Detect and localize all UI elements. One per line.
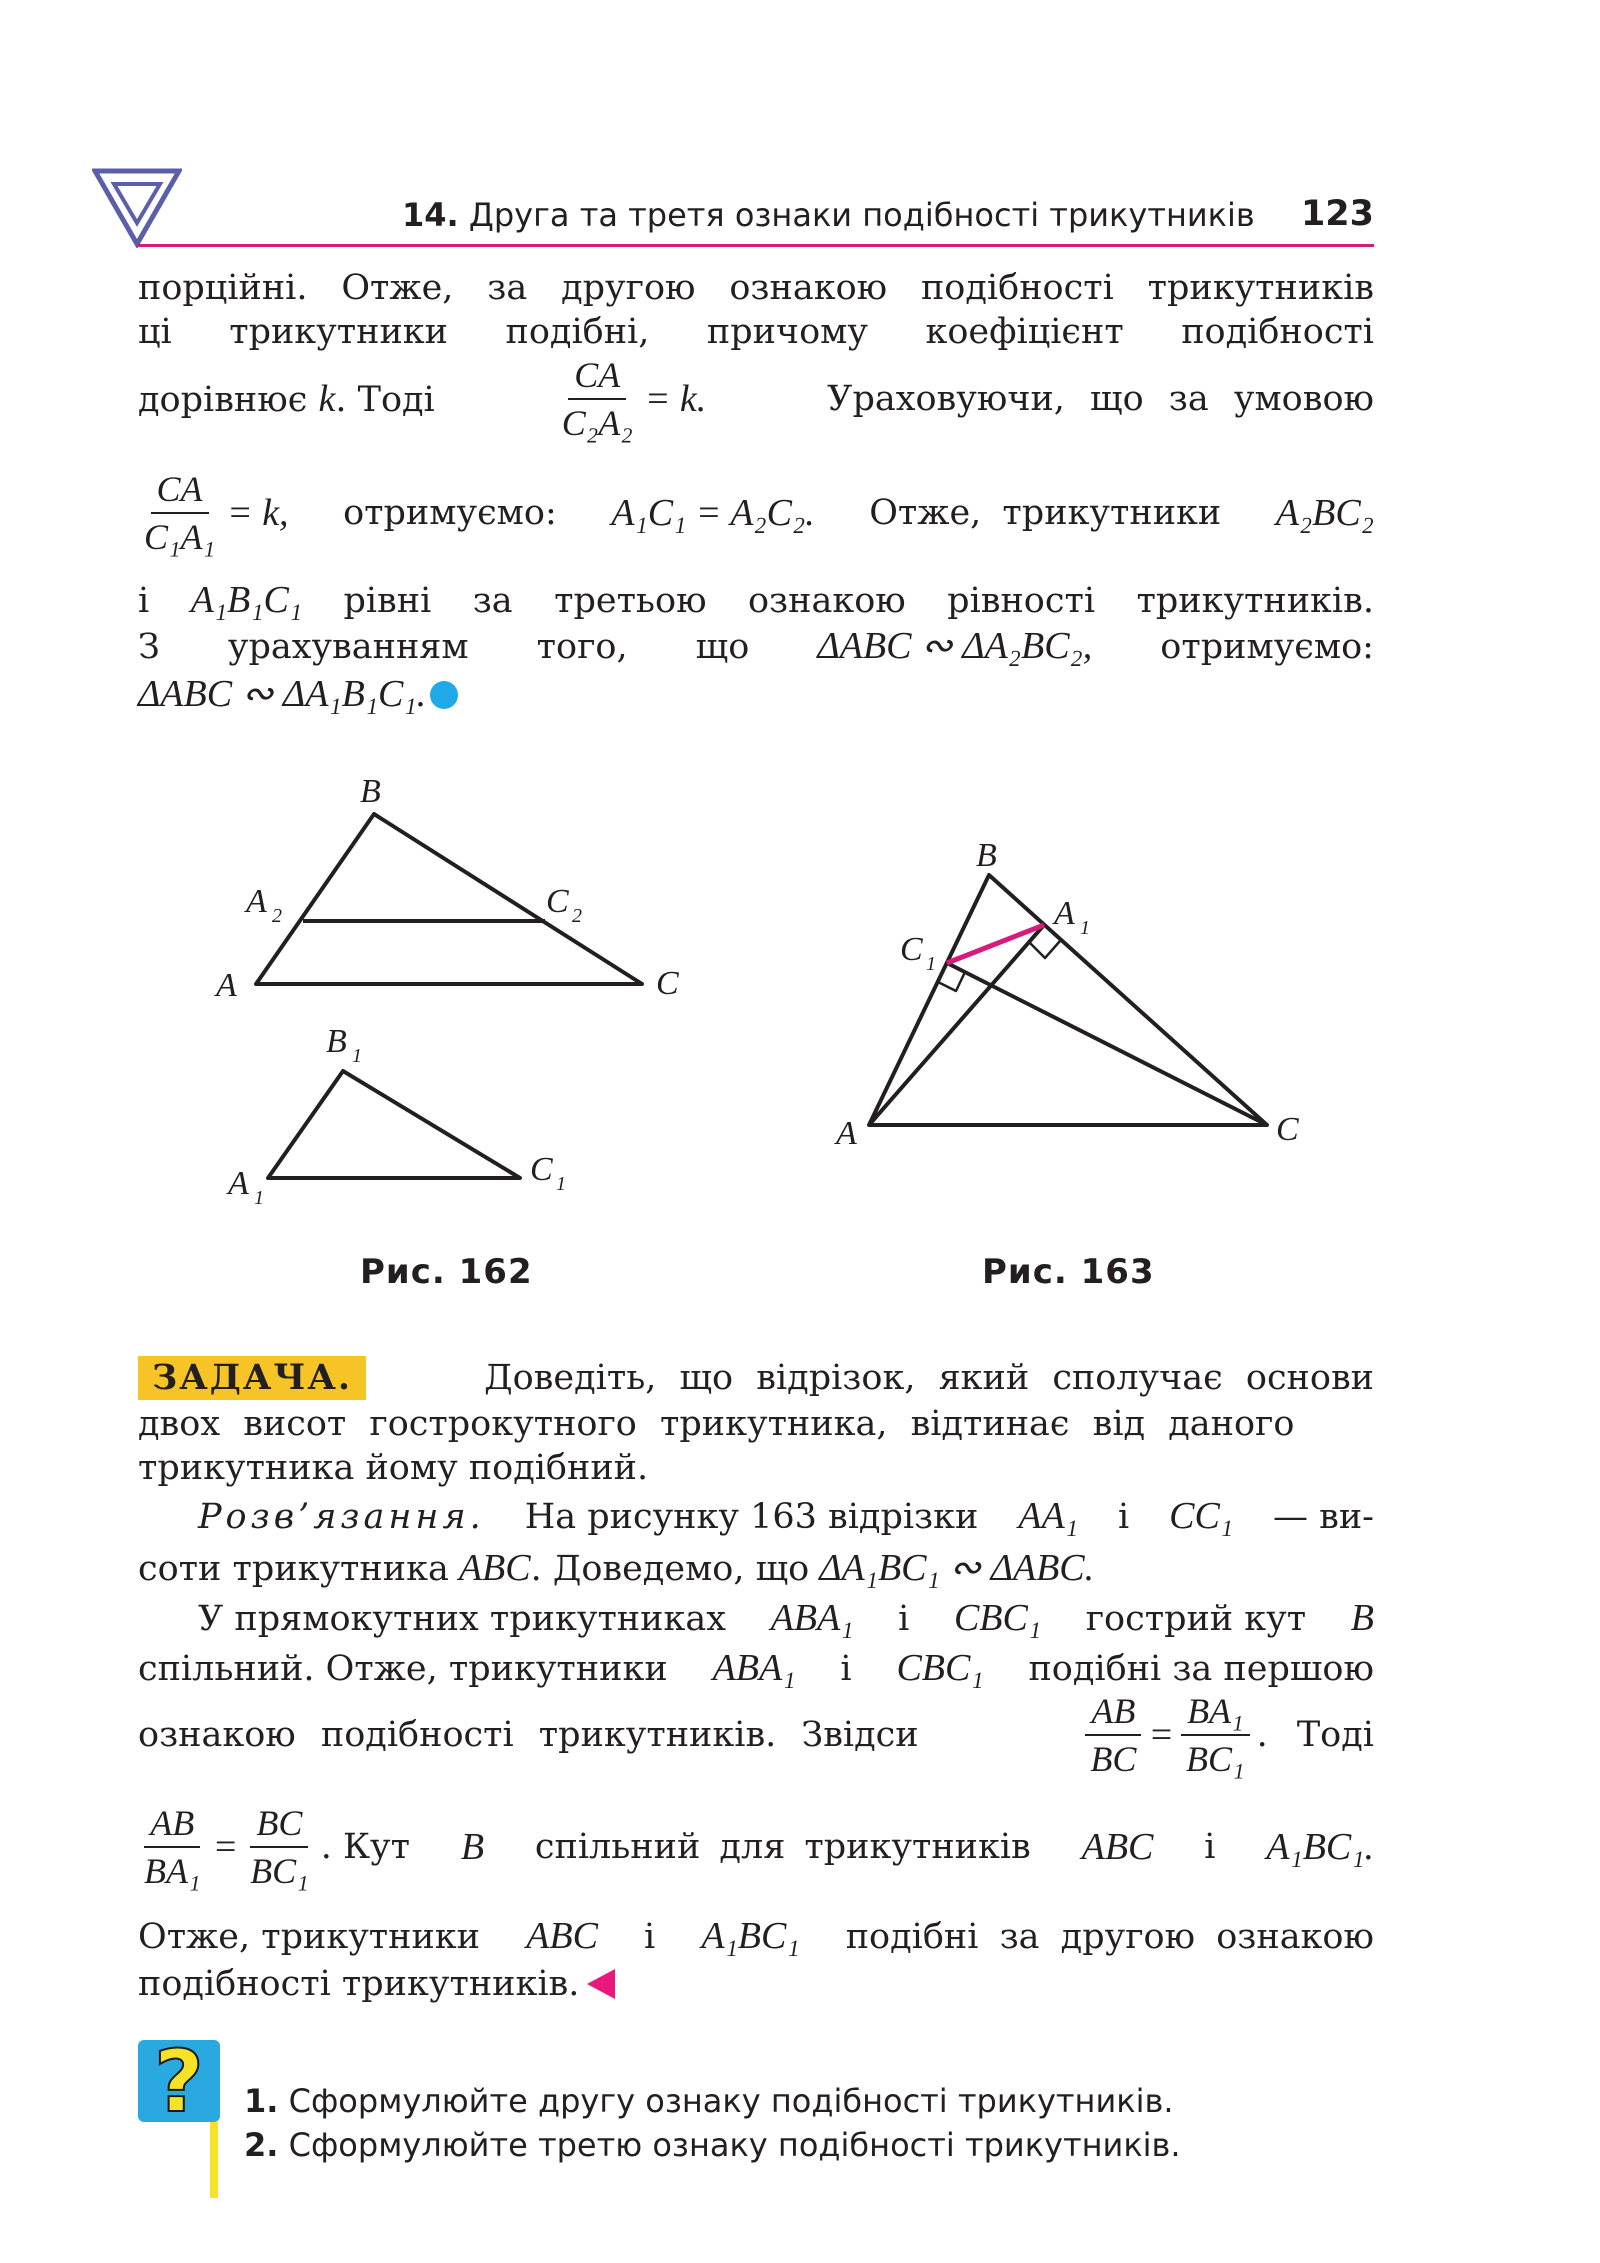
- right-angle-mark-a1: [1029, 941, 1060, 958]
- denominator: BC₁: [1186, 1739, 1245, 1779]
- word: причому: [706, 312, 868, 352]
- math-k: k: [318, 378, 336, 420]
- text: і: [840, 1649, 852, 1689]
- word: З: [138, 627, 160, 667]
- fraction: [138, 1800, 207, 1894]
- task-label: ЗАДАЧА.: [138, 1356, 366, 1400]
- text: трикутника йому подібний.: [138, 1448, 649, 1488]
- solution-line-6: [138, 1800, 1374, 1894]
- word: Отже,: [341, 268, 454, 308]
- solution-end-triangle-icon: [587, 1969, 615, 1999]
- fraction: [244, 1800, 315, 1894]
- label-a1: A: [1054, 895, 1075, 932]
- label-c1: C: [530, 1151, 553, 1188]
- denominator: BA₁: [144, 1851, 201, 1891]
- math-triangle: A₁B₁C₁: [190, 579, 303, 621]
- figure-163-caption: Рис. 163: [982, 1252, 1155, 1292]
- word: за: [487, 268, 528, 308]
- page-number: 123: [1300, 194, 1374, 234]
- equals-k: = k,: [227, 492, 289, 534]
- numerator: CA: [568, 352, 626, 400]
- text: подібні за другою ознакою: [845, 1917, 1374, 1957]
- task-line-3: [138, 1446, 1374, 1490]
- denominator: BC: [1090, 1739, 1137, 1779]
- word: урахуванням: [227, 627, 469, 667]
- word: ознакою: [729, 268, 888, 308]
- text: і: [1204, 1827, 1216, 1867]
- math-triangle: ABC: [458, 1547, 531, 1589]
- label-c1: C: [900, 931, 923, 968]
- equals: =: [212, 1826, 239, 1868]
- text: ознакою подібності трикутників. Звідси: [138, 1715, 919, 1755]
- altitude-cc1: [947, 963, 1267, 1125]
- question-glyph: ?: [154, 2032, 204, 2132]
- numerator: AB: [144, 1800, 200, 1848]
- equals-k: = k.: [644, 378, 707, 420]
- solution-label: Розв’язання.: [198, 1497, 485, 1537]
- label-c1-sub: 1: [926, 953, 936, 975]
- math-triangle: A₁BC₁: [701, 1915, 800, 1957]
- word: трикутників: [1147, 268, 1374, 308]
- question-number: 1.: [244, 2082, 279, 2120]
- word: трикутники: [229, 312, 448, 352]
- text: . Кут: [320, 1827, 410, 1867]
- text: . Тоді: [335, 380, 435, 420]
- text: — ви-: [1272, 1497, 1374, 1537]
- label-a1-sub: 1: [1080, 917, 1090, 939]
- label-a2: A: [246, 883, 267, 920]
- text: Отже, трикутники: [869, 493, 1222, 533]
- numerator: CA: [151, 466, 209, 514]
- word: другою: [561, 268, 696, 308]
- numerator: BC: [250, 1800, 308, 1848]
- text: Доведіть, що відрізок, який сполучає основи: [484, 1358, 1374, 1398]
- solution-line-2: [138, 1546, 1374, 1591]
- text: подібні за першою: [1028, 1649, 1374, 1689]
- word: ці: [138, 312, 172, 352]
- word: подібні,: [505, 312, 650, 352]
- text: гострий кут: [1085, 1599, 1307, 1639]
- word: подібності: [1181, 312, 1374, 352]
- label-b: B: [976, 837, 997, 874]
- solution-line-7: [138, 1914, 1374, 1959]
- solution-line-4: [138, 1646, 1374, 1691]
- word: третьою: [554, 581, 707, 621]
- math-triangle: A₁BC₁.: [1266, 1826, 1374, 1868]
- figure-162-caption: Рис. 162: [360, 1252, 533, 1292]
- label-b1: B: [326, 1023, 347, 1060]
- text: . Тоді: [1256, 1715, 1374, 1755]
- label-b: B: [360, 773, 381, 810]
- word: трикутників.: [1136, 581, 1374, 621]
- text: Отже, трикутники: [138, 1917, 481, 1957]
- numerator: AB: [1085, 1688, 1141, 1736]
- label-c2-sub: 2: [572, 905, 582, 927]
- text: і: [1117, 1497, 1130, 1537]
- text: і: [898, 1599, 910, 1639]
- text: . Доведемо, що: [530, 1549, 810, 1589]
- numerator: BA₁: [1181, 1688, 1250, 1736]
- word: що: [695, 627, 750, 667]
- section-number: 14.: [402, 196, 459, 234]
- math-angle: B: [460, 1826, 485, 1868]
- question-bar: [210, 2122, 218, 2198]
- text: спільний. Отже, трикутники: [138, 1649, 668, 1689]
- math-triangle: ABA₁: [712, 1647, 796, 1689]
- text: У прямокутних трикутниках: [198, 1599, 726, 1639]
- denominator: BC₁: [250, 1851, 309, 1891]
- word: коефіцієнт: [925, 312, 1124, 352]
- math-triangle: CBC₁: [953, 1597, 1042, 1639]
- word: отримуємо:: [1160, 627, 1374, 667]
- word: і: [138, 581, 150, 621]
- math-triangle: CBC₁: [896, 1647, 984, 1689]
- task-line-1: [138, 1356, 1374, 1400]
- question-text: Сформулюйте третю ознаку подібності трикутників.: [288, 2126, 1181, 2164]
- text: двох висот гострокутного трикутника, відтинає від даного: [138, 1404, 1295, 1444]
- equals: =: [1148, 1714, 1175, 1756]
- question-text: Сформулюйте другу ознаку подібності трикутників.: [288, 2082, 1174, 2120]
- task-line-2: [138, 1402, 1374, 1446]
- word: рівності: [947, 581, 1096, 621]
- label-a1-sub: 1: [254, 1187, 264, 1209]
- math-segment: AA₁: [1018, 1495, 1078, 1537]
- text: і: [644, 1917, 656, 1957]
- solution-line-5: [138, 1688, 1374, 1782]
- label-a1: A: [228, 1165, 249, 1202]
- question-item-2: [244, 2126, 1181, 2164]
- word: того,: [536, 627, 628, 667]
- solution-line-3: [198, 1596, 1374, 1641]
- text: спільний для трикутників: [534, 1827, 1031, 1867]
- text: Ураховуючи, що за умовою: [827, 379, 1374, 419]
- label-c: C: [656, 965, 679, 1002]
- word: рівні: [343, 581, 432, 621]
- solution-line-1: [198, 1494, 1374, 1539]
- math-similarity: ΔA₁BC₁ ∾ ΔABC.: [819, 1547, 1095, 1589]
- math-triangle: ABC: [1081, 1826, 1154, 1868]
- fraction: [1084, 1688, 1142, 1782]
- question-number: 2.: [244, 2126, 279, 2164]
- label-a: A: [836, 1115, 857, 1152]
- word: подібності: [920, 268, 1114, 308]
- altitude-aa1: [869, 925, 1044, 1125]
- math-similarity: ΔABC ∾ ΔA₁B₁C₁.: [138, 673, 427, 715]
- section-title: Друга та третя ознаки подібності трикутників: [468, 196, 1255, 234]
- solution-line-8: [138, 1962, 1374, 2006]
- math-similarity: ΔABC ∾ ΔA₂BC₂,: [817, 625, 1093, 667]
- ratio-equation: [138, 1800, 410, 1894]
- question-mark-icon: [138, 2032, 220, 2132]
- math-triangle: ABA₁: [770, 1597, 854, 1639]
- label-c2: C: [546, 883, 569, 920]
- label-a2-sub: 2: [272, 905, 282, 927]
- denominator: C₁A₁: [144, 517, 216, 557]
- label-a: A: [216, 967, 237, 1004]
- denominator: C₂A₂: [561, 403, 633, 443]
- word: ознакою: [747, 581, 906, 621]
- text: дорівнює: [138, 380, 308, 420]
- math-angle: B: [1350, 1597, 1374, 1639]
- text: На рисунку 163 відрізки: [524, 1497, 979, 1537]
- question-item-1: [244, 2082, 1173, 2120]
- text: подібності трикутників.: [138, 1964, 580, 2004]
- label-c: C: [1276, 1111, 1299, 1148]
- math-equality: A₁C₁ = A₂C₂.: [611, 492, 815, 534]
- word: порційні.: [138, 268, 308, 308]
- math-segment: CC₁: [1169, 1495, 1234, 1537]
- label-c1-sub: 1: [556, 1173, 566, 1195]
- ratio-equation: [1084, 1688, 1374, 1782]
- text: соти трикутника: [138, 1549, 449, 1589]
- word: за: [472, 581, 513, 621]
- text: отримуємо:: [343, 493, 557, 533]
- fraction: [1180, 1688, 1251, 1782]
- label-b1-sub: 1: [352, 1045, 362, 1067]
- math-triangle: ABC: [526, 1915, 598, 1957]
- math-triangle: A₂BC₂: [1275, 492, 1374, 534]
